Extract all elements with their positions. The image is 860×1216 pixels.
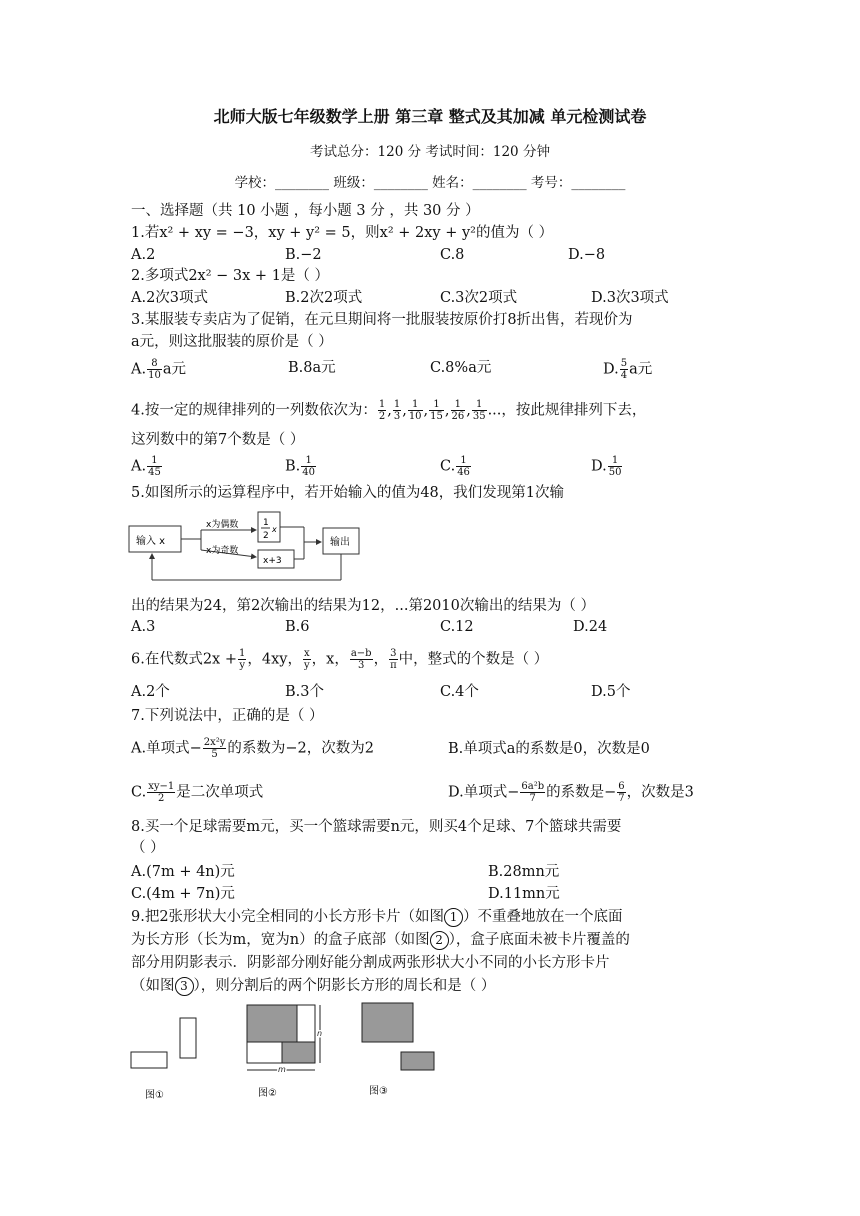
q4-option-a: A. $\frac{1}{45}$ (131, 455, 161, 478)
q4-option-c: C. $\frac{1}{46}$ (440, 455, 470, 478)
circle-3: 3 (175, 977, 194, 996)
q5-option-a: A.3 (131, 619, 156, 635)
half-var: x (272, 525, 277, 534)
fig2-card-vertical (297, 1005, 315, 1042)
fig3-label: 图③ (369, 1086, 388, 1097)
q5-option-b: B.6 (285, 619, 310, 635)
q7-option-c: C. $\frac{xy-1}{2}$ 是二次单项式 (131, 781, 264, 804)
q8-option-b: B.28mn元 (488, 864, 560, 880)
q1-option-d: D.−8 (568, 247, 606, 263)
student-fields: 学校：________ 班级：________ 姓名：________ 考号：________ (234, 175, 626, 191)
section-heading: 一、选择题（共 10 小题 ，每小题 3 分 ，共 30 分 ） (131, 203, 480, 219)
q2-option-b: B.2次2项式 (285, 290, 363, 306)
q6-option-b: B.3个 (285, 684, 324, 700)
question-3-line-1: 3.某服装专卖店为了促销，在元旦期间将一批服装按原价打8折出售，若现价为 (131, 312, 633, 328)
question-5-line-1: 5.如图所示的运算程序中，若开始输入的值为48，我们发现第1次输 (131, 485, 565, 501)
q3-option-c: C.8%a元 (430, 360, 492, 376)
q3-option-b: B.8a元 (288, 360, 336, 376)
question-9-line-4: （如图 3 ），则分割后的两个阴影长方形的周长和是（ ） (131, 978, 496, 994)
q5-option-d: D.24 (573, 619, 608, 635)
q9-figures (126, 1000, 446, 1110)
q6-option-c: C.4个 (440, 684, 479, 700)
fig1-card-horizontal (131, 1052, 167, 1068)
q7-option-b: B.单项式a的系数是0，次数是0 (448, 741, 650, 757)
fig2-card-horizontal (247, 1042, 282, 1063)
q2-option-c: C.3次2项式 (440, 290, 518, 306)
question-6-text: 6.在代数式2x + $\frac{1}{y}$ ，4xy， $\frac{x}{y}$ ，x， $\frac{a-b}{3}$ ， $\frac{3}{\pi}$ 中，整式的个数是（ ） (131, 648, 549, 671)
input-label: 输入 x (136, 536, 166, 547)
question-9-line-2: 为长方形（长为m，宽为n）的盒子底部（如图 2 ），盒子底面未被卡片覆盖的 (131, 932, 630, 948)
q1-option-a: A.2 (131, 247, 156, 263)
dim-n: n (317, 1029, 323, 1038)
odd-label: x为奇数 (206, 546, 239, 556)
q7-option-d: D.单项式− $\frac{\text{6a²b}}{7}$ 的系数是− $\frac{6}{7}$ ，次数是3 (448, 781, 694, 804)
fig3-shade-small (401, 1052, 434, 1070)
exam-info: 考试总分：120 分 考试时间：120 分钟 (310, 144, 550, 160)
q8-option-c: C.(4m + 7n)元 (131, 886, 235, 902)
question-1-text: 1.若x² + xy = −3，xy + y² = 5，则x² + 2xy + y²的值为（ ） (131, 225, 554, 241)
fig2-shade-top (247, 1005, 297, 1042)
question-2-text: 2.多项式2x² − 3x + 1是（ ） (131, 268, 330, 284)
page-title: 北师大版七年级数学上册 第三章 整式及其加减 单元检测试卷 (213, 107, 647, 126)
fig1-label: 图① (145, 1090, 164, 1101)
q8-option-d: D.11mn元 (488, 886, 560, 902)
circle-1: 1 (444, 908, 463, 927)
question-9-line-1: 9.把2张形状大小完全相同的小长方形卡片（如图 1 ）不重叠地放在一个底面 (131, 909, 623, 925)
q6-option-a: A.2个 (131, 684, 170, 700)
dim-m: m (278, 1065, 286, 1074)
q2-option-a: A.2次3项式 (131, 290, 209, 306)
q8-option-a: A.(7m + 4n)元 (131, 864, 235, 880)
even-label: x为偶数 (206, 520, 239, 530)
question-4-line-1: 4.按一定的规律排列的一列数依次为： $\frac{1}{2}$ , $\frac{1}{3}$ , $\frac{1}{10}$ , $\frac{1}{15}$ , $\frac{1}{26}$ , $\frac{1}{35}$ ...，按此规律排列下去， (131, 399, 647, 422)
half-num: 1 (263, 518, 269, 528)
q3-option-a: A. $\frac{8}{10}$ a元 (131, 358, 186, 381)
question-7-text: 7.下列说法中，正确的是（ ） (131, 708, 324, 724)
fig1-card-vertical (180, 1018, 196, 1058)
half-den: 2 (263, 531, 269, 541)
fig2-label: 图② (258, 1088, 277, 1099)
question-9-line-3: 部分用阴影表示．阴影部分刚好能分割成两张形状大小不同的小长方形卡片 (131, 955, 610, 971)
question-5-line-2: 出的结果为24，第2次输出的结果为12，...第2010次输出的结果为（ ） (131, 598, 595, 614)
q4-option-d: D. $\frac{1}{50}$ (591, 455, 622, 478)
fig2-shade-bottom (282, 1042, 315, 1063)
question-3-line-2: a元，则这批服装的原价是（ ） (131, 334, 333, 350)
output-label: 输出 (330, 537, 350, 548)
q2-option-d: D.3次3项式 (591, 290, 669, 306)
plus3-label: x+3 (263, 556, 282, 566)
question-8-line-2: （ ） (131, 840, 165, 856)
q1-option-b: B.−2 (285, 247, 322, 263)
q5-option-c: C.12 (440, 619, 474, 635)
flowchart (126, 508, 366, 588)
fig3-shade-large (362, 1003, 413, 1042)
question-4-line-2: 这列数中的第7个数是（ ） (131, 432, 305, 448)
q7-option-a: A.单项式− $\frac{\text{2x²y}}{5}$ 的系数为−2，次数为2 (131, 737, 375, 760)
q3-option-d: D. $\frac{5}{4}$ a元 (603, 358, 653, 381)
question-8-line-1: 8.买一个足球需要m元，买一个篮球需要n元，则买4个足球、7个篮球共需要 (131, 819, 622, 835)
q4-option-b: B. $\frac{1}{40}$ (285, 455, 315, 478)
q6-option-d: D.5个 (591, 684, 631, 700)
circle-2: 2 (430, 931, 449, 950)
q1-option-c: C.8 (440, 247, 465, 263)
